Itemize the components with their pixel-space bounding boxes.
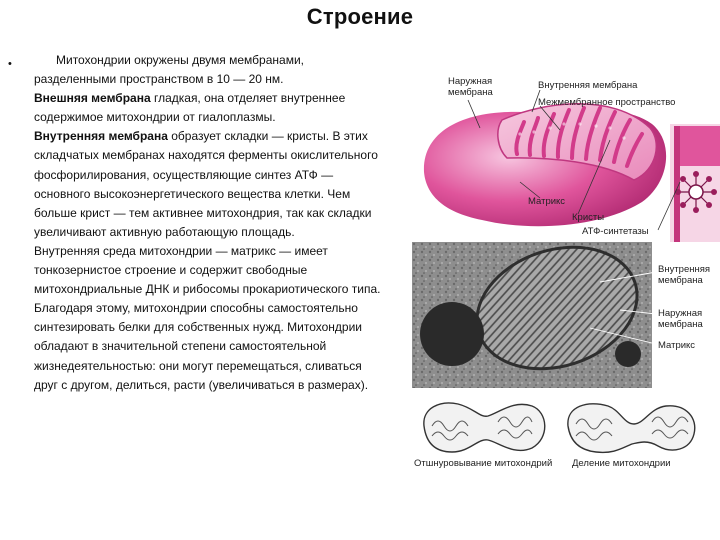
- label-intermembrane-space: Межмембранное пространство: [538, 97, 676, 108]
- micrograph-vesicle-large: [420, 302, 484, 366]
- inner-membrane-text: образует складки — кристы. В этих складчатых мембранах находятся ферменты окислительного фосфорилирования, осуществляющие синтез АТФ — основного высокоэнергетического вещества клетки. Чем больше крист — тем активнее митохондрия, так как складки увеличивают активную работающую площадь.: [34, 129, 378, 239]
- slide-title: Строение: [306, 4, 414, 29]
- caption-division: Деление митохондрии: [572, 458, 671, 469]
- matrix-paragraph: Внутренняя среда митохондрии — матрикс — имеет тонкозернистое строение и содержит свободные митохондриальные ДНК и рибосомы прокариотического типа. Благодаря этому, митохондрии способны самостоятельно синтезировать белки для собственных нужд. Митохондрии обладают в значительной степени самостоятельной жизнедеятельностью: они могут перемещаться, сливаться друг с другом, делиться, расти (увеличиваться в размерах).: [34, 243, 381, 392]
- dividing-mitochondrion: [568, 404, 695, 453]
- label-cristae: Кристы: [572, 212, 605, 223]
- caption-budding: Отшнуровывание митохондрий: [414, 458, 553, 469]
- label-micro-outer-membrane: Наружная мембрана: [658, 308, 703, 330]
- label-micro-inner-membrane: Внутренняя мембрана: [658, 264, 711, 286]
- outer-membrane-paragraph: [34, 89, 386, 127]
- label-inner-membrane: Внутренняя мембрана: [538, 80, 638, 91]
- mitochondria-dynamics-drawings: [418, 396, 702, 458]
- micro-leader-lines: [560, 270, 660, 350]
- label-atp-synthase: АТФ-синтетазы: [582, 226, 649, 237]
- intro-paragraph: Митохондрии окружены двумя мембранами, разделенными пространством в 10 — 20 нм.: [34, 53, 304, 87]
- label-matrix-top: Матрикс: [528, 196, 566, 207]
- outer-membrane-term: Внешняя мембрана: [34, 91, 151, 106]
- bullet-marker: •: [8, 58, 12, 70]
- body-text: [34, 51, 386, 395]
- budding-mitochondria: [424, 403, 545, 452]
- label-outer-membrane: Наружная мембрана: [448, 76, 493, 98]
- inner-membrane-paragraph: [34, 127, 386, 242]
- outer-membrane-text: гладкая, она отделяет внутреннее содержимое митохондрии от гиалоплазмы.: [34, 91, 346, 125]
- label-micro-matrix: Матрикс: [658, 340, 696, 351]
- inner-membrane-term: Внутренняя мембрана: [34, 129, 168, 144]
- top-leader-lines: [440, 90, 720, 240]
